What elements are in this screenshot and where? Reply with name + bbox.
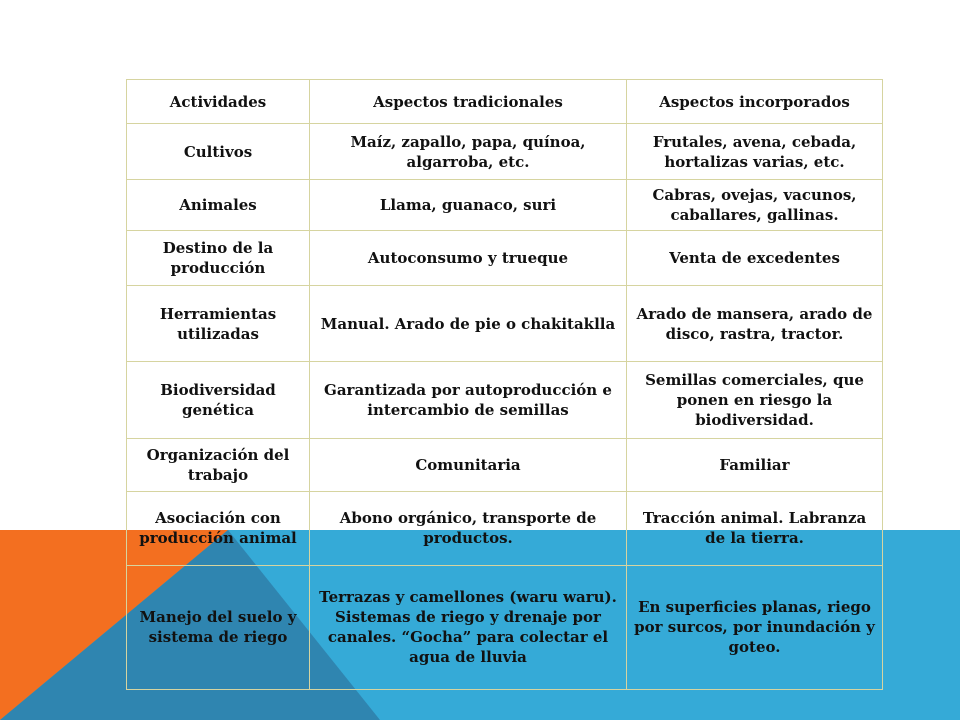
table-cell: Terrazas y camellones (waru waru). Sistemas de riego y drenaje por canales. “Gocha” para colectar el agua de lluvia [310, 565, 627, 689]
header-actividades: Actividades [127, 80, 310, 124]
table-header-row [127, 80, 883, 124]
row-label: Cultivos [127, 124, 310, 180]
table-row [127, 362, 883, 438]
header-aspectos-tradicionales: Aspectos tradicionales [310, 80, 627, 124]
row-label: Biodiversidad genética [127, 362, 310, 438]
table-cell: Autoconsumo y trueque [310, 231, 627, 286]
row-label: Organización del trabajo [127, 438, 310, 491]
row-label: Herramientas utilizadas [127, 286, 310, 362]
row-label: Manejo del suelo y sistema de riego [127, 565, 310, 689]
comparison-table-container [126, 79, 882, 690]
row-label: Animales [127, 180, 310, 231]
table-cell: Comunitaria [310, 438, 627, 491]
table-cell: Abono orgánico, transporte de productos. [310, 491, 627, 565]
header-aspectos-incorporados: Aspectos incorporados [627, 80, 883, 124]
table-cell: Manual. Arado de pie o chakitaklla [310, 286, 627, 362]
table-cell: Llama, guanaco, suri [310, 180, 627, 231]
table-cell: Cabras, ovejas, vacunos, caballares, gallinas. [627, 180, 883, 231]
row-label: Asociación con producción animal [127, 491, 310, 565]
table-row [127, 286, 883, 362]
table-row [127, 180, 883, 231]
table-cell: Semillas comerciales, que ponen en riesgo la biodiversidad. [627, 362, 883, 438]
table-row [127, 565, 883, 689]
table-row [127, 438, 883, 491]
table-cell: Frutales, avena, cebada, hortalizas varias, etc. [627, 124, 883, 180]
table-cell: Arado de mansera, arado de disco, rastra, tractor. [627, 286, 883, 362]
row-label: Destino de la producción [127, 231, 310, 286]
comparison-table [126, 79, 883, 690]
table-cell: Tracción animal. Labranza de la tierra. [627, 491, 883, 565]
table-row [127, 124, 883, 180]
table-cell: Garantizada por autoproducción e intercambio de semillas [310, 362, 627, 438]
table-cell: Maíz, zapallo, papa, quínoa, algarroba, etc. [310, 124, 627, 180]
table-row [127, 231, 883, 286]
table-cell: Venta de excedentes [627, 231, 883, 286]
table-cell: Familiar [627, 438, 883, 491]
table-row [127, 491, 883, 565]
table-cell: En superficies planas, riego por surcos, por inundación y goteo. [627, 565, 883, 689]
